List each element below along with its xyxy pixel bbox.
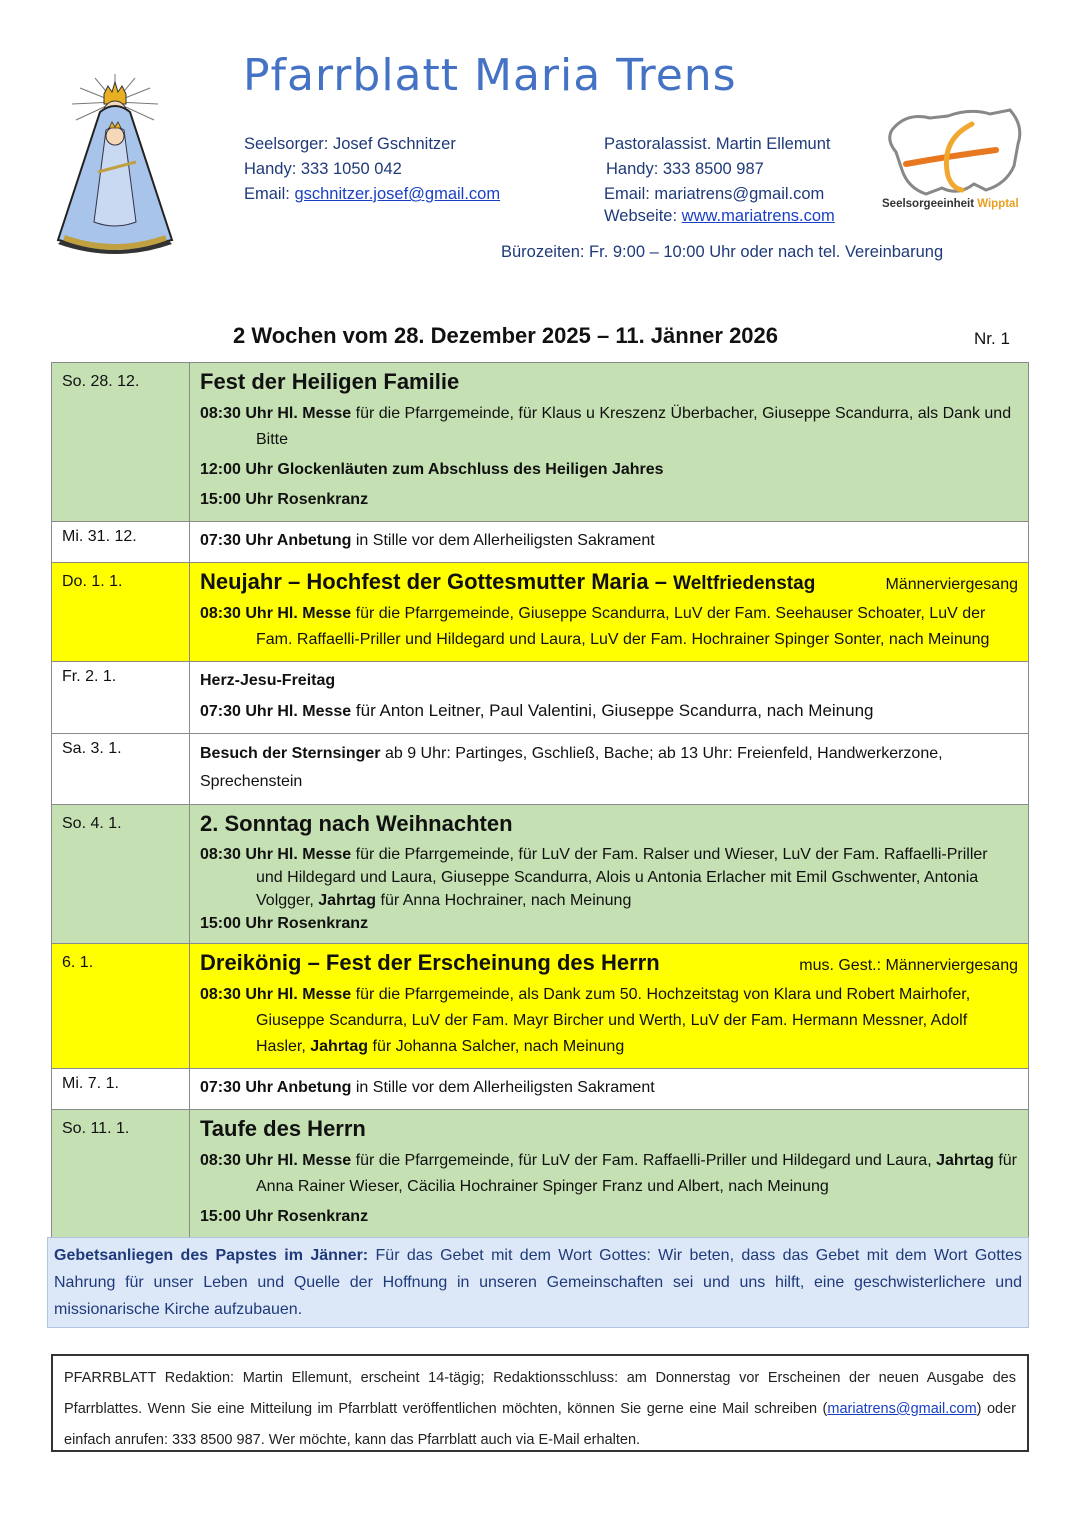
schedule-row: [52, 1110, 1029, 1239]
day-heading: Fest der Heiligen Familie: [200, 369, 460, 394]
schedule-entry: [200, 912, 1018, 935]
entry-title: 15:00 Uhr Rosenkranz: [200, 1208, 369, 1225]
entry-text: in Stille vor dem Allerheiligsten Sakrament: [351, 1079, 655, 1096]
schedule-entry: [200, 698, 1018, 725]
schedule-date: Sa. 3. 1.: [52, 734, 190, 805]
entry-jahrtag: Jahrtag: [318, 892, 377, 909]
schedule-entry: [200, 487, 1018, 513]
entry-title: 08:30 Uhr Hl. Messe: [200, 846, 352, 863]
schedule-date: So. 11. 1.: [52, 1110, 190, 1239]
pastor-email-link[interactable]: gschnitzer.josef@gmail.com: [294, 185, 501, 203]
schedule-body: [190, 1110, 1029, 1239]
day-heading-main: Neujahr – Hochfest der Gottesmutter Maria –: [200, 569, 674, 594]
entry-title: 07:30 Uhr Hl. Messe: [200, 703, 352, 720]
pope-prayer-intention: [47, 1237, 1029, 1328]
prayer-text: Für das Gebet mit dem Wort Gottes: Wir beten, dass das Gebet mit dem Wort Gottes Nahrung für unser Leben und Quelle der Hoffnung in unseren Gemeinschaften sei und uns hilft, eine geschwisterlichere und missionarische Kirche aufzubauen.: [54, 1247, 1022, 1318]
entry-text: für die Pfarrgemeinde, für LuV der Fam. Raffaelli-Priller und Hildegard und Laura,: [351, 1152, 937, 1169]
web-label: Webseite:: [604, 207, 682, 225]
day-heading-row: [200, 950, 1018, 982]
assistant-web-line: [604, 204, 835, 229]
pastor-contact: [244, 132, 500, 207]
entry-title: 07:30 Uhr Anbetung: [200, 532, 352, 549]
entry-title: Herz-Jesu-Freitag: [200, 672, 336, 689]
madonna-logo: [40, 72, 190, 260]
day-heading: [200, 569, 815, 595]
pastor-phone: Handy: 333 1050 042: [244, 160, 402, 178]
schedule-body: [190, 944, 1029, 1069]
pastor-email-label: Email:: [244, 185, 295, 203]
schedule-date: Mi. 31. 12.: [52, 522, 190, 563]
assistant-contact: [604, 132, 835, 229]
unit-label-text: Seelsorgeeinheit: [882, 198, 978, 210]
entry-text: für Anna Hochrainer, nach Meinung: [376, 892, 632, 909]
schedule-date: Fr. 2. 1.: [52, 662, 190, 734]
schedule-row: [52, 805, 1029, 944]
entry-title: 12:00 Uhr Glockenläuten zum Abschluss des Heiligen Jahres: [200, 461, 664, 478]
day-heading-row: [200, 569, 1018, 601]
schedule-row: [52, 662, 1029, 734]
schedule-entry: [200, 1148, 1018, 1200]
website-link[interactable]: www.mariatrens.com: [681, 207, 835, 225]
schedule-entry: [200, 528, 1018, 554]
unit-label-wipptal: Wipptal: [977, 198, 1019, 210]
music-note: mus. Gest.: Männerviergesang: [799, 957, 1018, 974]
schedule-body: [190, 563, 1029, 662]
schedule-row: [52, 522, 1029, 563]
footer-email-link[interactable]: mariatrens@gmail.com: [827, 1401, 977, 1417]
entry-jahrtag: Jahrtag: [936, 1152, 994, 1169]
schedule-row: [52, 363, 1029, 522]
entry-title: 08:30 Uhr Hl. Messe: [200, 405, 352, 422]
entry-title: Besuch der Sternsinger: [200, 745, 381, 762]
entry-text: für Anna Rainer Wieser, Cäcilia Hochrainer Spinger Franz und Albert, nach Meinung: [256, 1152, 1017, 1195]
schedule-table: [51, 362, 1029, 1239]
schedule-entry: [200, 843, 1018, 912]
schedule-entry: [200, 1075, 1018, 1101]
pastor-email-line: [244, 182, 500, 207]
entry-text: für die Pfarrgemeinde, für LuV der Fam. Ralser und Wieser, LuV der Fam. Raffaelli-Priller und Hildegard und Laura, Giuseppe Scandurra, Alois u Antonia Erlacher mit Emil Gschwenter, Antonia Volgger,: [256, 846, 988, 909]
entry-title: 08:30 Uhr Hl. Messe: [200, 1152, 352, 1169]
schedule-entry: [200, 601, 1018, 653]
schedule-entry: [200, 1204, 1018, 1230]
assistant-email: Email: mariatrens@gmail.com: [604, 185, 825, 203]
seelsorgeeinheit-label: [882, 198, 1019, 210]
entry-jahrtag: Jahrtag: [310, 1038, 369, 1055]
entry-text: für die Pfarrgemeinde, für Klaus u Kreszenz Überbacher, Giuseppe Scandurra, als Dank und Bitte: [256, 405, 1012, 448]
schedule-date: So. 4. 1.: [52, 805, 190, 944]
entry-text: für Johanna Salcher, nach Meinung: [368, 1038, 625, 1055]
schedule-row: [52, 1069, 1029, 1110]
pastor-name: Seelsorger: Josef Gschnitzer: [244, 135, 456, 153]
day-heading-sub: Weltfriedenstag: [673, 573, 816, 594]
entry-text: ab 9 Uhr: Partinges, Gschließ, Bache; ab 13 Uhr: Freienfeld, Handwerkerzone, Sprechenstein: [200, 745, 943, 790]
schedule-date: Mi. 7. 1.: [52, 1069, 190, 1110]
schedule-entry: [200, 668, 1018, 694]
entry-text: für Anton Leitner, Paul Valentini, Giuseppe Scandurra, nach Meinung: [351, 701, 874, 720]
schedule-entry: [200, 457, 1018, 483]
schedule-body: [190, 1069, 1029, 1110]
schedule-entry: [200, 982, 1018, 1060]
entry-text: in Stille vor dem Allerheiligsten Sakrament: [351, 532, 655, 549]
entry-title: 07:30 Uhr Anbetung: [200, 1079, 352, 1096]
day-heading: Taufe des Herrn: [200, 1116, 366, 1141]
schedule-row: [52, 563, 1029, 662]
schedule-entry: [200, 740, 1018, 796]
schedule-date: So. 28. 12.: [52, 363, 190, 522]
music-note: Männerviergesang: [885, 576, 1018, 593]
schedule-body: [190, 662, 1029, 734]
schedule-row: [52, 944, 1029, 1069]
entry-title: 08:30 Uhr Hl. Messe: [200, 605, 352, 622]
day-heading: 2. Sonntag nach Weihnachten: [200, 811, 513, 836]
issue-period: 2 Wochen vom 28. Dezember 2025 – 11. Jänner 2026: [233, 323, 779, 348]
schedule-date: 6. 1.: [52, 944, 190, 1069]
schedule-body: [190, 734, 1029, 805]
issue-number: Nr. 1: [974, 329, 1010, 348]
assistant-name: Pastoralassist. Martin Ellemunt: [604, 135, 831, 153]
schedule-body: [190, 363, 1029, 522]
entry-title: 15:00 Uhr Rosenkranz: [200, 491, 369, 508]
entry-title: 15:00 Uhr Rosenkranz: [200, 915, 369, 932]
entry-title: 08:30 Uhr Hl. Messe: [200, 986, 352, 1003]
schedule-date: Do. 1. 1.: [52, 563, 190, 662]
footer-text-end: ) oder einfach anrufen: 333 8500 987. Wer möchte, kann das Pfarrblatt auch via E-Mail erhalten.: [64, 1401, 1016, 1448]
schedule-entry: [200, 401, 1018, 453]
prayer-label: Gebetsanliegen des Papstes im Jänner:: [54, 1247, 369, 1264]
assistant-phone: Handy: 333 8500 987: [606, 160, 764, 178]
schedule-body: [190, 805, 1029, 944]
page-title: Pfarrblatt Maria Trens: [243, 50, 737, 101]
entry-text: für die Pfarrgemeinde, Giuseppe Scandurra, LuV der Fam. Seehauser Schoater, LuV der Fam. Raffaelli-Priller und Hildegard und Laura, LuV der Fam. Hochrainer Spinger Sonter, nach Meinung: [256, 605, 990, 648]
entry-text: für die Pfarrgemeinde, als Dank zum 50. Hochzeitstag von Klara und Robert Mairhofer, Giuseppe Scandurra, LuV der Fam. Mayr Bircher und Werth, LuV der Fam. Hermann Messner, Adolf Hasler,: [256, 986, 971, 1055]
schedule-row: [52, 734, 1029, 805]
schedule-body: [190, 522, 1029, 563]
editorial-footer: [51, 1354, 1029, 1452]
footer-text: PFARRBLATT Redaktion: Martin Ellemunt, erscheint 14-tägig; Redaktionsschluss: am Donnerstag vor Erscheinen der neuen Ausgabe des Pfarrblattes. Wenn Sie eine Mitteilung im Pfarrblatt veröffentlichen möchten, können Sie gerne eine Mail schreiben (: [64, 1370, 1016, 1417]
day-heading: Dreikönig – Fest der Erscheinung des Herrn: [200, 950, 660, 975]
office-hours: Bürozeiten: Fr. 9:00 – 10:00 Uhr oder nach tel. Vereinbarung: [501, 243, 944, 261]
